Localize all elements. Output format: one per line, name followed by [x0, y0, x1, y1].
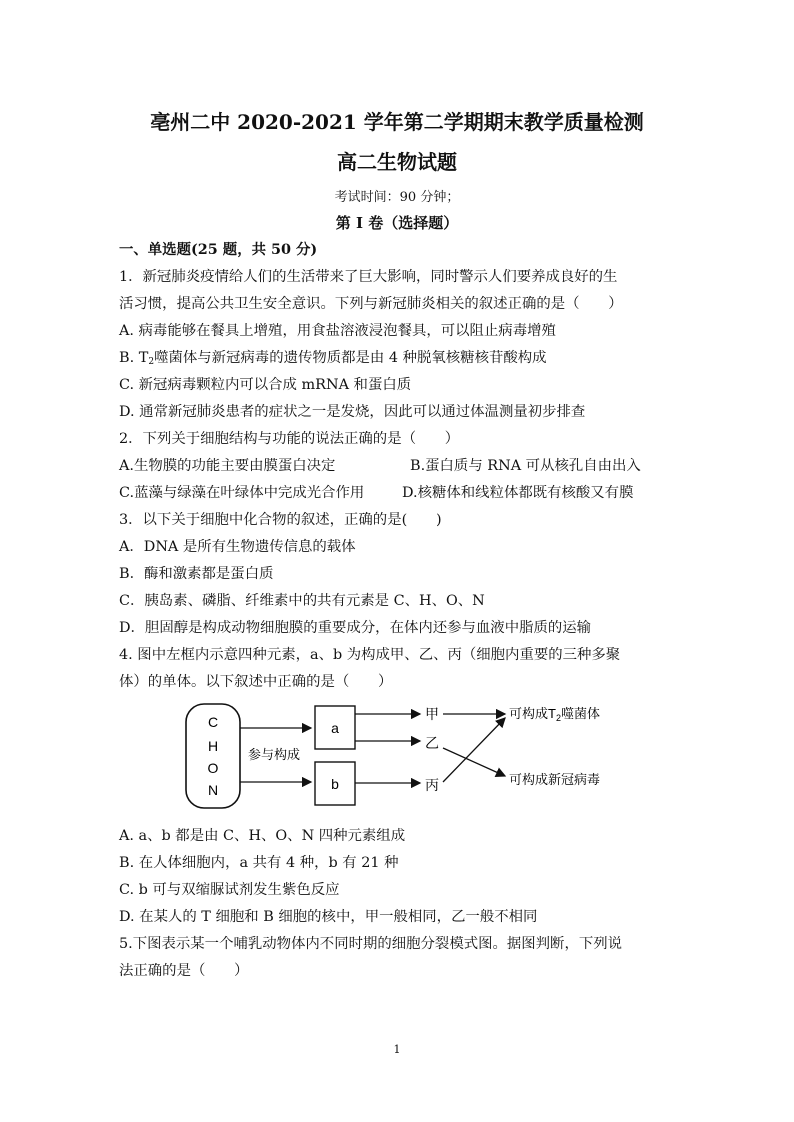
section-heading: 一、单选题(25 题，共 50 分): [119, 241, 318, 258]
q1-option-b-text: 噬菌体与新冠病毒的遗传物质都是由 4 种脱氧核糖核苷酸构成: [154, 350, 547, 366]
subject-title: 高二生物试题: [337, 150, 457, 174]
part-heading: 第 I 卷（选择题）: [335, 214, 459, 232]
q1-stem-line2: 活习惯，提高公共卫生安全意识。下列与新冠肺炎相关的叙述正确的是（ ）: [119, 296, 623, 312]
result-coronavirus: 可构成新冠病毒: [509, 772, 601, 787]
q1-option-d: D. 通常新冠肺炎患者的症状之一是发烧，因此可以通过体温测量初步排查: [119, 404, 586, 420]
q1-stem-line1: 1．新冠肺炎疫情给人们的生活带来了巨大影响，同时警示人们要养成良好的生: [119, 269, 618, 285]
q2-option-a: A.生物膜的功能主要由膜蛋白决定: [119, 458, 336, 474]
node-jia: 甲: [425, 706, 439, 722]
q3-option-c: C．胰岛素、磷脂、纤维素中的共有元素是 C、H、O、N: [119, 593, 485, 609]
q1-option-b-prefix: B. T: [119, 350, 149, 366]
box-b-label: b: [331, 776, 339, 792]
node-bing: 丙: [425, 777, 439, 793]
arrow-label: 参与构成: [248, 747, 301, 762]
page-number: 1: [393, 1043, 401, 1056]
q1-option-a: A. 病毒能够在餐具上增殖，用食盐溶液浸泡餐具，可以阻止病毒增殖: [119, 323, 556, 339]
exam-time: 考试时间：90 分钟；: [334, 190, 460, 205]
q2-option-d: D.核糖体和线粒体都既有核酸又有膜: [402, 485, 634, 501]
q4-option-c: C. b 可与双缩脲试剂发生紫色反应: [119, 882, 340, 898]
q1-option-b-subscript: 2: [148, 357, 155, 367]
q4-stem-line1: 4. 图中左框内示意四种元素，a、b 为构成甲、乙、丙（细胞内重要的三种多聚: [119, 647, 621, 663]
q4-stem-line2: 体）的单体。以下叙述中正确的是（ ）: [119, 674, 393, 690]
q3-option-a: A．DNA 是所有生物遗传信息的载体: [119, 539, 356, 555]
element-n: N: [207, 782, 219, 798]
q4-option-b: B. 在人体细胞内，a 共有 4 种，b 有 21 种: [119, 855, 399, 871]
q3-stem: 3．以下关于细胞中化合物的叙述，正确的是( ): [119, 512, 442, 528]
q1-option-c: C. 新冠病毒颗粒内可以合成 mRNA 和蛋白质: [119, 377, 412, 393]
q4-option-a: A. a、b 都是由 C、H、O、N 四种元素组成: [119, 828, 406, 844]
exam-title: 亳州二中 2020-2021 学年第二学期期末教学质量检测: [150, 110, 644, 134]
result-t2-phage: 可构成$T_2$噬菌体: [509, 706, 600, 723]
q3-option-b: B．酶和激素都是蛋白质: [119, 566, 274, 582]
q3-option-d: D．胆固醇是构成动物细胞膜的重要成分，在体内还参与血液中脂质的运输: [119, 620, 592, 636]
q1-option-b: [119, 346, 547, 367]
q4-option-d: D. 在某人的 T 细胞和 B 细胞的核中，甲一般相同，乙一般不相同: [119, 909, 538, 925]
element-h: H: [207, 738, 219, 754]
q5-stem-line1: 5.下图表示某一个哺乳动物体内不同时期的细胞分裂模式图。据图判断，下列说: [119, 936, 623, 952]
q2-stem: 2．下列关于细胞结构与功能的说法正确的是（ ）: [119, 431, 460, 447]
element-c: C: [207, 714, 219, 730]
q5-stem-line2: 法正确的是（ ）: [119, 963, 249, 979]
q2-option-c: C.蓝藻与绿藻在叶绿体中完成光合作用: [119, 485, 365, 501]
q2-option-b: B.蛋白质与 RNA 可从核孔自由出入: [410, 458, 641, 474]
box-a-label: a: [331, 720, 339, 736]
element-o: O: [207, 760, 219, 776]
node-yi: 乙: [425, 735, 439, 751]
q4-diagram: [183, 696, 643, 816]
